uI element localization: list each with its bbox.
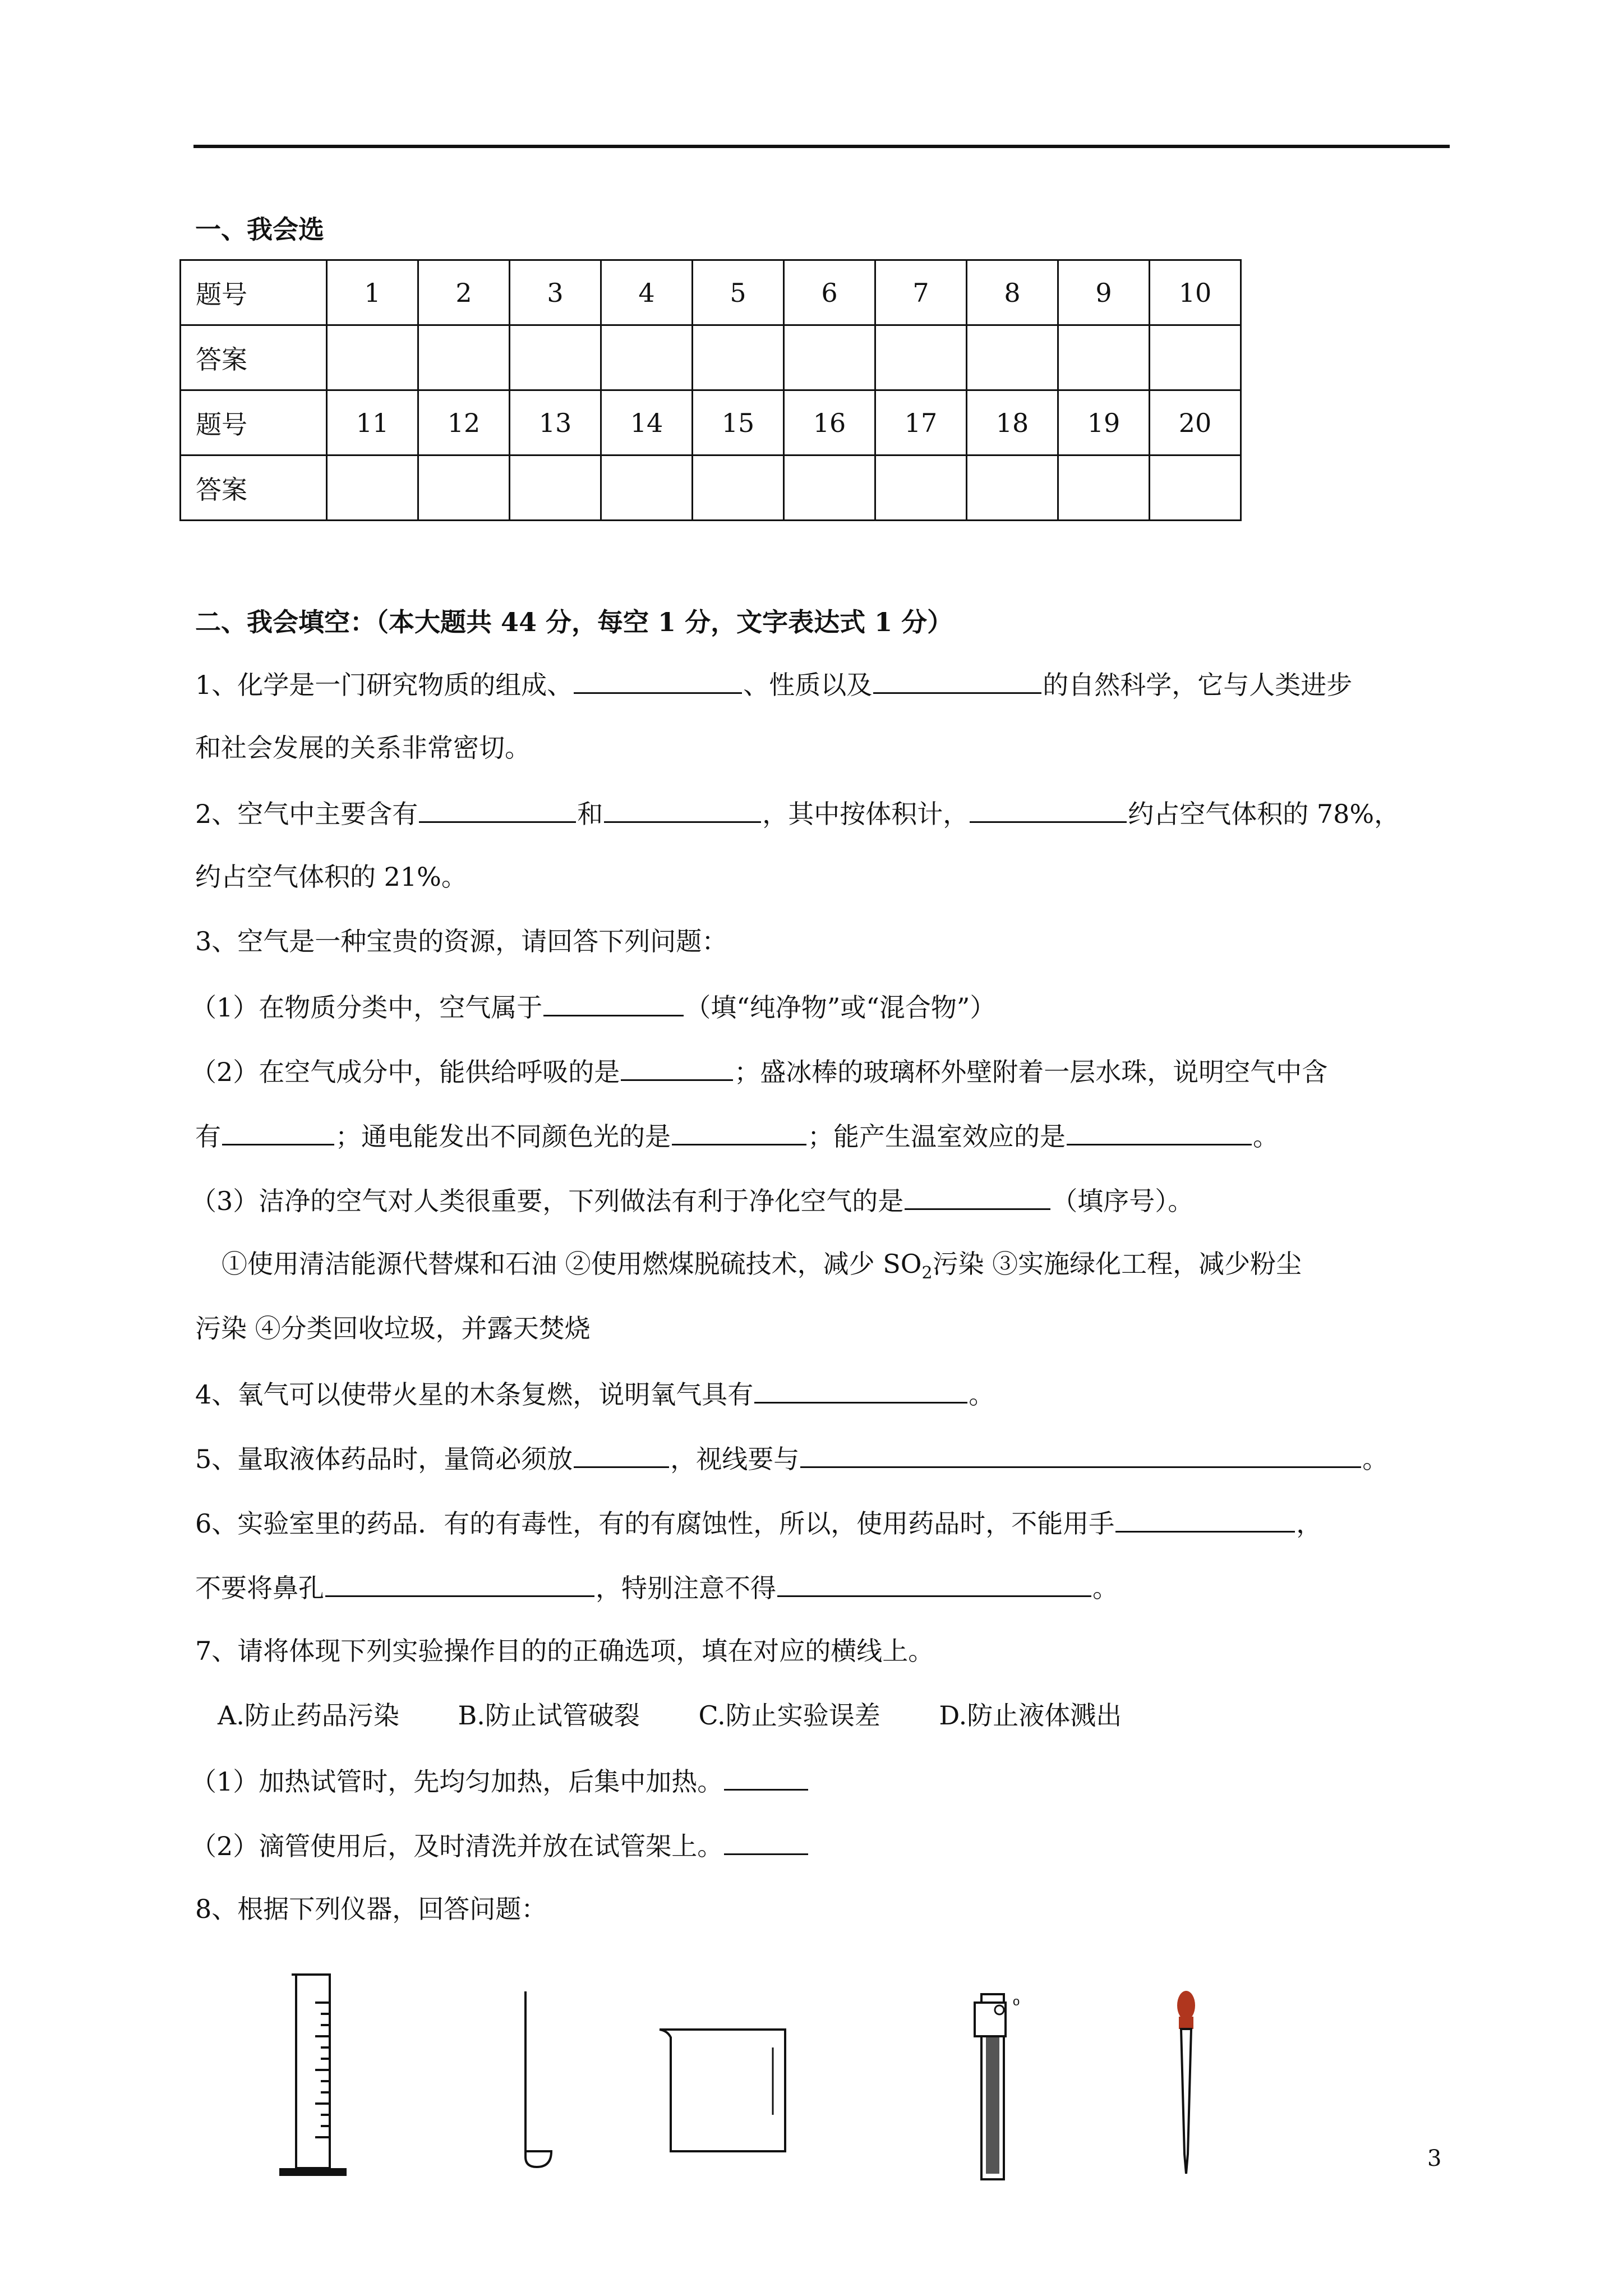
q6-line1: 6、实验室里的药品．有的有毒性，有的有腐蚀性，所以，使用药品时，不能用手 ，: [195, 1505, 1322, 1540]
blank[interactable]: [574, 666, 742, 694]
row-label: 答案: [181, 325, 327, 390]
answer-cell[interactable]: [875, 455, 967, 521]
blank[interactable]: [905, 1182, 1050, 1210]
answer-cell[interactable]: [967, 325, 1058, 390]
question-number: 6: [784, 260, 875, 325]
header-rule: [193, 145, 1450, 148]
answer-table: [179, 259, 1242, 521]
question-number: 4: [601, 260, 693, 325]
question-number: 5: [693, 260, 784, 325]
answer-cell[interactable]: [510, 325, 601, 390]
q3-options: ①使用清洁能源代替煤和石油 ②使用燃煤脱硫技术，减少 $SO_2$污染 ③实施绿化工程，减少粉尘: [222, 1249, 1302, 1283]
table-row: [181, 325, 1241, 390]
answer-cell[interactable]: [1150, 325, 1241, 390]
answer-cell[interactable]: [784, 455, 875, 521]
q4-line: 4、氧气可以使带火星的木条复燃，说明氧气具有 。: [195, 1376, 994, 1411]
graduated-cylinder-icon: [275, 1969, 353, 2182]
question-number: 7: [875, 260, 967, 325]
answer-cell[interactable]: [1058, 325, 1150, 390]
q5-line: 5、量取液体药品时，量筒必须放 ，视线要与 。: [195, 1441, 1388, 1476]
blank[interactable]: [621, 1053, 733, 1081]
question-number: 18: [967, 390, 1058, 455]
question-number: 1: [327, 260, 418, 325]
table-row: [181, 455, 1241, 521]
table-row: [181, 260, 1241, 325]
answer-cell[interactable]: [693, 455, 784, 521]
beaker-icon: [655, 2025, 801, 2160]
q3-part3: （3）洁净的空气对人类很重要，下列做法有利于净化空气的是 （填序号）。: [191, 1182, 1193, 1218]
blank[interactable]: [777, 1570, 1091, 1597]
answer-cell[interactable]: [967, 455, 1058, 521]
answer-cell[interactable]: [1058, 455, 1150, 521]
blank[interactable]: [419, 795, 576, 823]
answer-cell[interactable]: [875, 325, 967, 390]
section2-title: 二、我会填空：（本大题共 44 分，每空 1 分，文字表达式 1 分）: [195, 607, 953, 637]
question-number: 14: [601, 390, 693, 455]
test-tube-holder-icon: [965, 1983, 1038, 2185]
blank[interactable]: [800, 1441, 1361, 1468]
blank[interactable]: [543, 989, 684, 1016]
q7-options: A.防止药品污染 B.防止试管破裂 C.防止实验误差 D.防止液体溅出: [218, 1700, 1122, 1731]
row-label: 题号: [181, 260, 327, 325]
q8-title: 8、根据下列仪器，回答问题：: [195, 1894, 547, 1924]
q7-part2: （2）滴管使用后，及时清洗并放在试管架上。: [191, 1828, 809, 1863]
answer-cell[interactable]: [693, 325, 784, 390]
question-number: 12: [418, 390, 510, 455]
question-number: 3: [510, 260, 601, 325]
q3-part1: （1）在物质分类中，空气属于 （填“纯净物”或“混合物”）: [191, 989, 995, 1024]
answer-cell[interactable]: [601, 455, 693, 521]
blank[interactable]: [325, 1570, 594, 1597]
question-number: 19: [1058, 390, 1150, 455]
question-number: 15: [693, 390, 784, 455]
page-number: 3: [1427, 2146, 1442, 2171]
blank[interactable]: [754, 1376, 967, 1404]
blank[interactable]: [604, 795, 761, 823]
q3-options-cont: 污染 ④分类回收垃圾，并露天焚烧: [195, 1313, 591, 1343]
answer-cell[interactable]: [510, 455, 601, 521]
blank[interactable]: [222, 1118, 334, 1145]
q2-line1: 2、空气中主要含有 和 ，其中按体积计， 约占空气体积的 78%，: [195, 795, 1400, 831]
question-number: 13: [510, 390, 601, 455]
q7-part1: （1）加热试管时，先均匀加热，后集中加热。: [191, 1763, 809, 1798]
q6-line2: 不要将鼻孔 ，特别注意不得 。: [195, 1570, 1118, 1605]
row-label: 答案: [181, 455, 327, 521]
question-number: 9: [1058, 260, 1150, 325]
blank[interactable]: [1115, 1505, 1295, 1533]
blank[interactable]: [672, 1118, 806, 1145]
answer-cell[interactable]: [601, 325, 693, 390]
answer-cell[interactable]: [327, 455, 418, 521]
table-row: [181, 390, 1241, 455]
q3-part2-cont: 有 ；通电能发出不同颜色光的是 ；能产生温室效应的是 。: [195, 1118, 1279, 1153]
question-number: 11: [327, 390, 418, 455]
question-number: 10: [1150, 260, 1241, 325]
answer-cell[interactable]: [327, 325, 418, 390]
blank[interactable]: [1067, 1118, 1252, 1145]
question-number: 20: [1150, 390, 1241, 455]
answer-cell[interactable]: [418, 455, 510, 521]
dropper-icon: [1166, 1986, 1206, 2177]
q7-title: 7、请将体现下列实验操作目的的正确选项，填在对应的横线上。: [195, 1636, 934, 1666]
q3-part2: （2）在空气成分中，能供给呼吸的是 ；盛冰棒的玻璃杯外壁附着一层水珠，说明空气中含: [191, 1053, 1327, 1089]
section1-title: 一、我会选: [195, 214, 324, 245]
svg-text:o: o: [1013, 1994, 1020, 2008]
answer-cell[interactable]: [784, 325, 875, 390]
medicine-spoon-icon: [513, 1989, 564, 2174]
q1-line1: 1、化学是一门研究物质的组成、 、性质以及 的自然科学，它与人类进步: [195, 666, 1352, 702]
q3-title: 3、空气是一种宝贵的资源，请回答下列问题：: [195, 926, 728, 956]
q2-line2: 约占空气体积的 21%。: [195, 862, 467, 892]
answer-cell[interactable]: [418, 325, 510, 390]
row-label: 题号: [181, 390, 327, 455]
blank[interactable]: [724, 1763, 808, 1791]
question-number: 2: [418, 260, 510, 325]
question-number: 8: [967, 260, 1058, 325]
blank[interactable]: [574, 1441, 669, 1468]
answer-cell[interactable]: [1150, 455, 1241, 521]
blank[interactable]: [724, 1828, 808, 1855]
blank[interactable]: [873, 666, 1041, 694]
blank[interactable]: [970, 795, 1127, 823]
question-number: 16: [784, 390, 875, 455]
question-number: 17: [875, 390, 967, 455]
q1-line2: 和社会发展的关系非常密切。: [195, 733, 531, 763]
